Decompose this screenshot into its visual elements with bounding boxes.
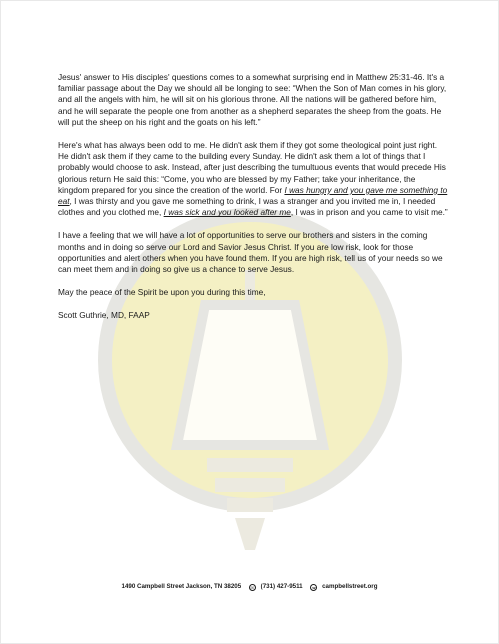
paragraph-opportunities: I have a feeling that we will have a lot of opportunities to serve our brothers and sisters in the coming months and in doing so serve our Lord and Savior Jesus Christ. If you are low risk, look for those opportunities and alert others when you have found them. If you are high risk, tell us of your needs so we can meet them and in doing so give us a chance to serve Jesus.: [58, 230, 443, 275]
p2-emphasis-sick: I was sick and you looked after me: [163, 207, 291, 218]
signature: Scott Guthrie, MD, FAAP: [58, 310, 150, 321]
paragraph-blessing: May the peace of the Spirit be upon you during this time,: [58, 287, 266, 298]
p2-text-c: , I was in prison and you came to visit me.”: [290, 207, 448, 218]
p2-text-a: Here's what has always been odd to me. He didn't ask them if they got some theological point just right. He didn't ask them if they came to the building every Sunday. He didn't ask them a lot of things that I probably would choose to ask. Instead, after just describing the tumultuous events that would precede His glorious return He said this: “Come, you who are blessed by my Father; take your inheritance, the kingdom prepared for you since the creation of the world. For: [58, 140, 446, 195]
p2-emphasis-hungry: I was hungry and you gave me something to eat: [58, 184, 448, 207]
letter-body: [58, 72, 448, 334]
phone-icon: ☏: [249, 585, 255, 590]
globe-icon: w: [312, 585, 316, 590]
footer-phone: (731) 427-9511: [260, 583, 303, 590]
paragraph-matthew-passage: Jesus' answer to His disciples' questions comes to a somewhat surprising end in Matthew 25:31-46. It's a familiar passage about the Day we should all be longing to see: “When the Son of Man comes in his glory, and all the angels with him, he will sit on his glorious throne. All the nations will be gathered before him, and he will separate the people one from another as a shepherd separates the sheep from the goats. He will put the sheep on his right and the goats on his left.”: [58, 72, 447, 127]
p2-text-b: , I was thirsty and you gave me something to drink, I was a stranger and you invited me in, I needed clothes and you clothed me,: [58, 196, 436, 218]
footer-address: 1490 Campbell Street Jackson, TN 38205: [121, 583, 242, 590]
paragraph-odd-to-me: [58, 140, 448, 218]
footer: [0, 583, 499, 591]
footer-website[interactable]: campbellstreet.org: [322, 583, 378, 590]
